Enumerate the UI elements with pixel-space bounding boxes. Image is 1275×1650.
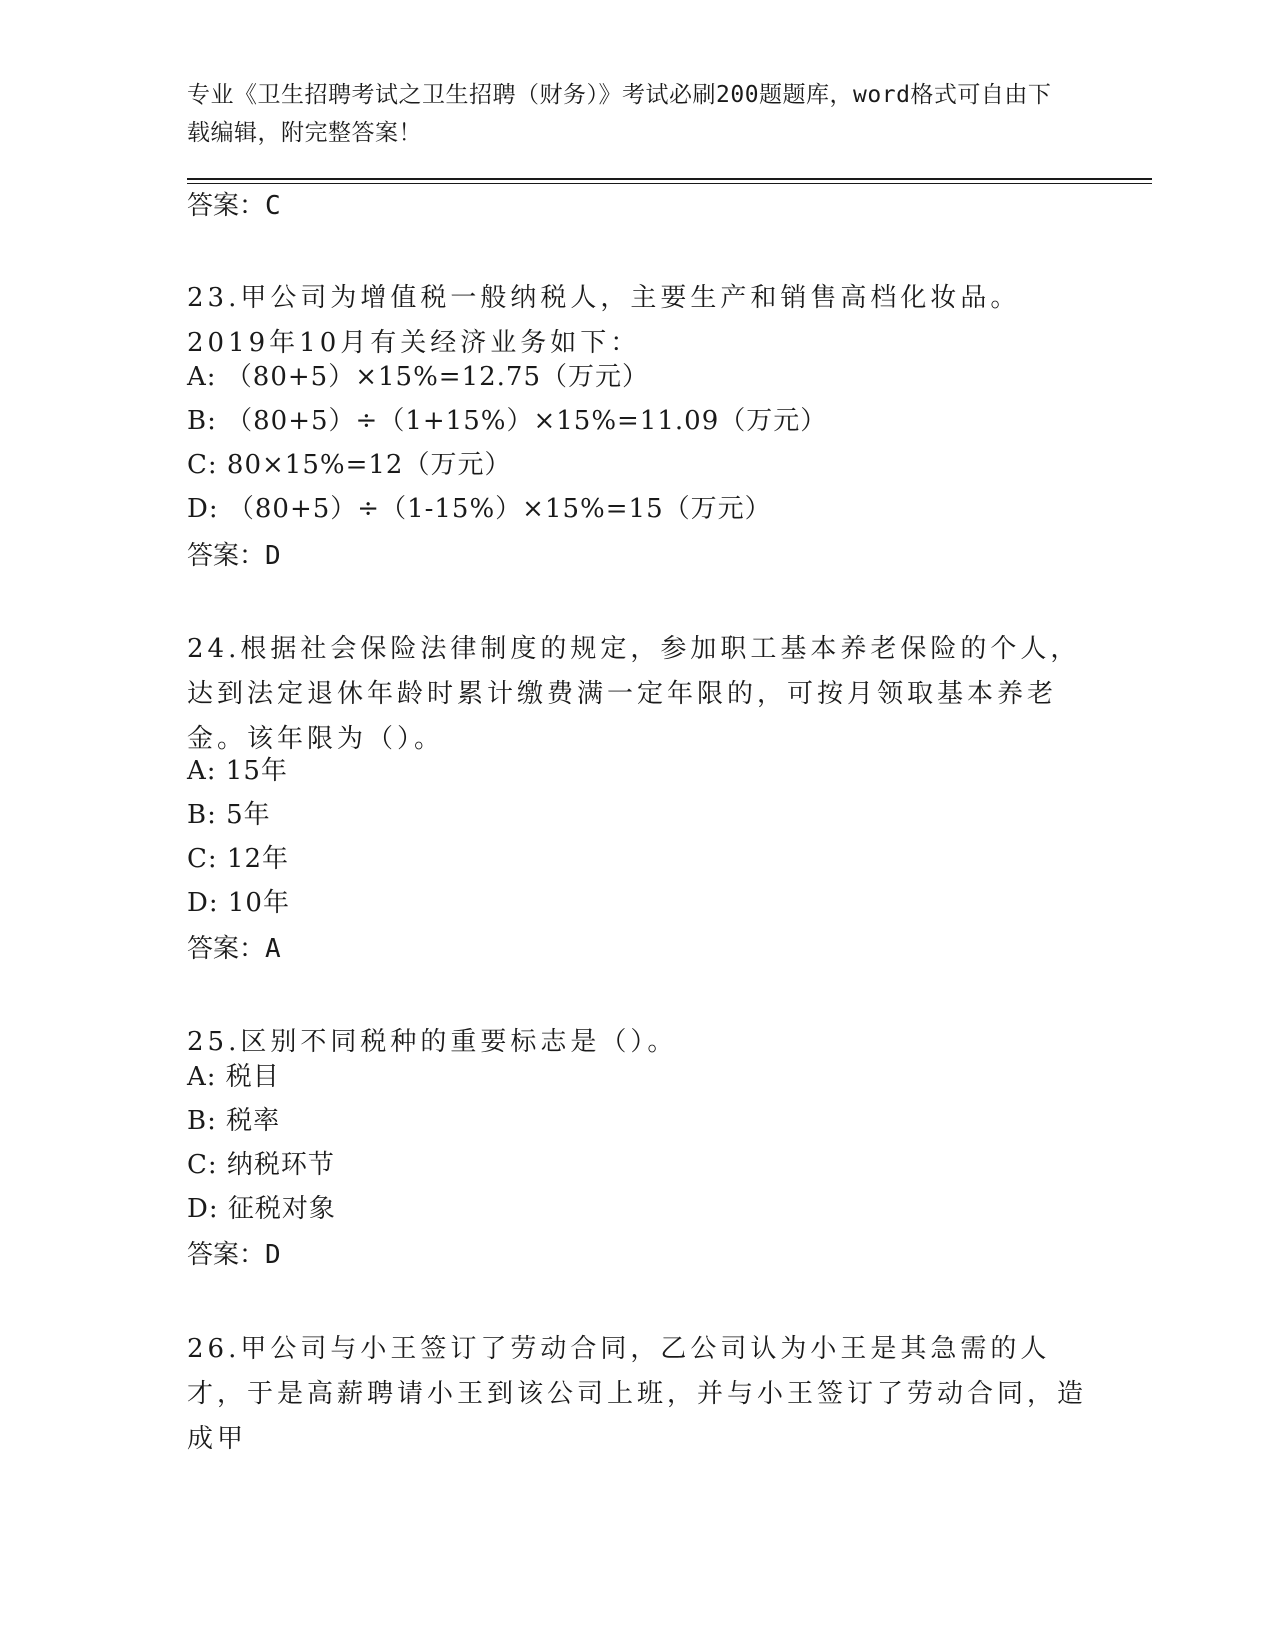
question-25-text: 25.区别不同税种的重要标志是（）。 (187, 1027, 678, 1057)
header-divider-thick (187, 178, 1152, 180)
question-23-option-c: C: 80×15%=12（万元） (187, 450, 512, 480)
question-25-option-b: B: 税率 (187, 1106, 281, 1136)
header-note: 专业《卫生招聘考试之卫生招聘（财务）》考试必刷200题题库，word格式可自由下载编辑，附完整答案！ (187, 82, 1052, 146)
question-25-option-a: A: 税目 (187, 1062, 280, 1092)
question-25-option-c: C: 纳税环节 (187, 1150, 335, 1180)
question-24-text: 24.根据社会保险法律制度的规定，参加职工基本养老保险的个人，达到法定退休年龄时累计缴费满一定年限的，可按月领取基本养老金。该年限为（）。 (187, 634, 1081, 754)
question-24-option-c: C: 12年 (187, 844, 290, 874)
question-25-option-d: D: 征税对象 (187, 1194, 336, 1224)
question-23-option-b: B: （80+5）÷（1+15%）×15%=11.09（万元） (187, 406, 828, 436)
header-divider-thin (187, 183, 1152, 184)
question-24-option-b: B: 5年 (187, 800, 271, 830)
question-23-text: 23.甲公司为增值税一般纳税人，主要生产和销售高档化妆品。2019年10月有关经济业务如下： (187, 283, 1021, 358)
answer-line-prev: 答案：C (187, 191, 281, 221)
question-25-answer: 答案：D (187, 1240, 281, 1270)
question-23-answer: 答案：D (187, 541, 281, 571)
question-23-option-d: D: （80+5）÷（1-15%）×15%=15（万元） (187, 494, 772, 524)
question-24-option-a: A: 15年 (187, 756, 288, 786)
question-26-text: 26.甲公司与小王签订了劳动合同，乙公司认为小王是其急需的人才，于是高薪聘请小王到该公司上班，并与小王签订了劳动合同，造成甲 (187, 1334, 1088, 1454)
question-23-option-a: A: （80+5）×15%=12.75（万元） (187, 362, 650, 392)
question-24-answer: 答案：A (187, 934, 281, 964)
question-24-option-d: D: 10年 (187, 888, 290, 918)
